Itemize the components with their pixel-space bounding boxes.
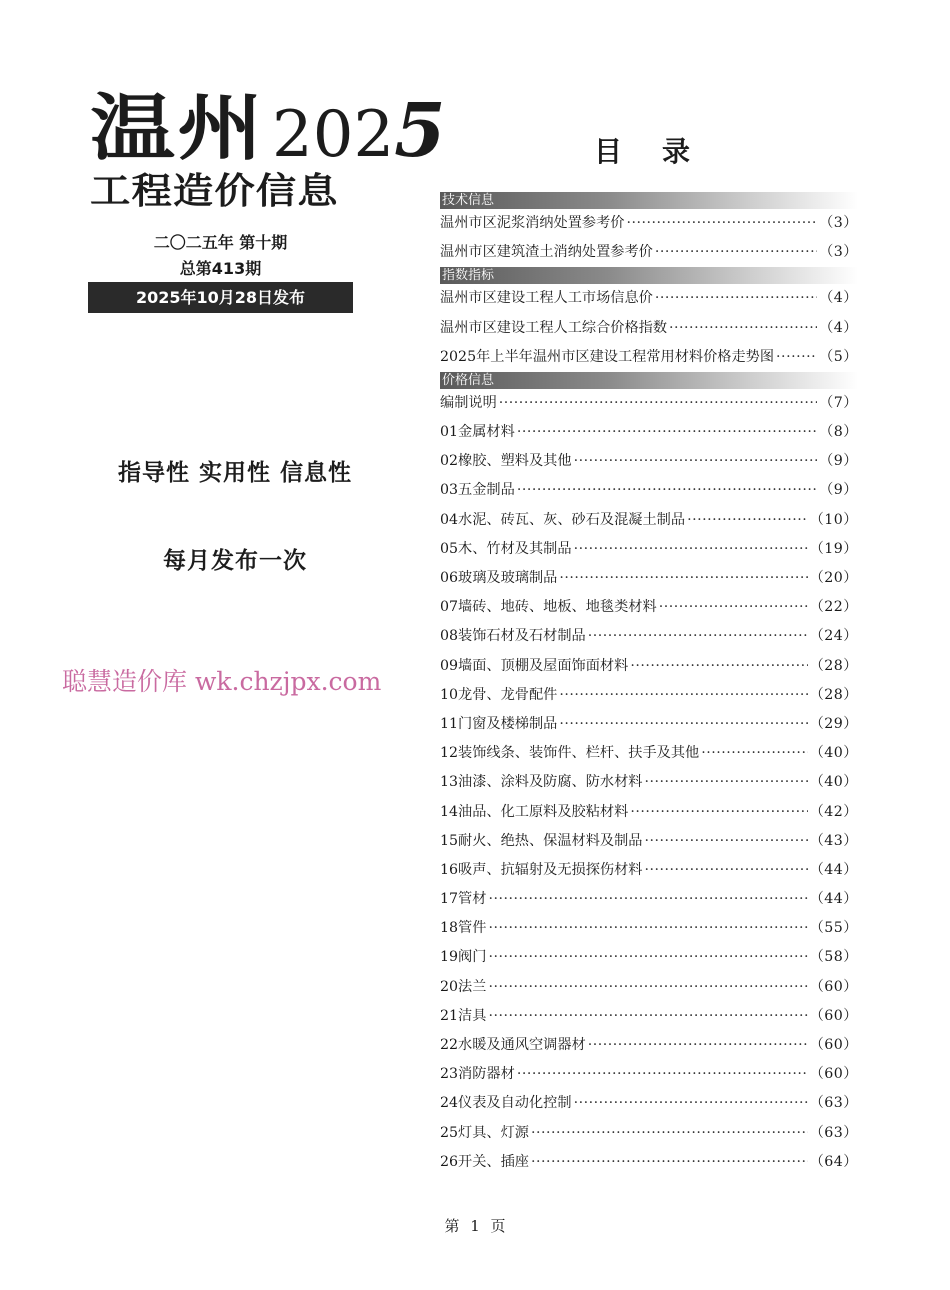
toc-leader-dots: [488, 1002, 807, 1031]
toc-entry-title: 20法兰: [440, 978, 487, 995]
toc-title: 目录: [594, 135, 731, 168]
issue-number: 二〇二五年 第十期: [153, 233, 288, 252]
cover-left-panel: [0, 0, 446, 1290]
toc-leader-dots: [588, 622, 808, 651]
toc-leader-dots: [517, 418, 817, 447]
toc-entry[interactable]: [440, 564, 858, 593]
toc-entry-title: 12装饰线条、装饰件、栏杆、扶手及其他: [440, 745, 700, 762]
publish-date-bar: 2025年10月28日发布: [88, 282, 353, 313]
toc-entry-page: （64）: [809, 1153, 858, 1170]
toc-entry-page: （29）: [809, 715, 858, 732]
toc-entry-title: 21洁具: [440, 1007, 487, 1024]
toc-entry-title: 11门窗及楼梯制品: [440, 715, 558, 732]
toc-entry-title: 2025年上半年温州市区建设工程常用材料价格走势图: [440, 348, 775, 365]
toc-entry-title: 01金属材料: [440, 424, 515, 441]
toc-entry[interactable]: [440, 739, 858, 768]
toc-entry-page: （28）: [809, 686, 858, 703]
toc-entry[interactable]: [440, 535, 858, 564]
toc-leader-dots: [669, 314, 817, 343]
toc-leader-dots: [645, 856, 808, 885]
toc-entry-title: 04水泥、砖瓦、灰、砂石及混凝土制品: [440, 511, 686, 528]
toc-entry[interactable]: [440, 944, 858, 973]
toc-entry-page: （22）: [809, 599, 858, 616]
toc-entry-title: 10龙骨、龙骨配件: [440, 686, 558, 703]
toc-leader-dots: [701, 739, 807, 768]
toc-entry[interactable]: [440, 284, 858, 313]
toc-entry[interactable]: [440, 506, 858, 535]
masthead-subtitle: 工程造价信息: [90, 171, 339, 212]
toc-leader-dots: [655, 238, 817, 267]
toc-entry-title: 17管材: [440, 891, 487, 908]
toc-entry[interactable]: [440, 447, 858, 476]
toc-leader-dots: [559, 681, 807, 710]
toc-entry[interactable]: [440, 973, 858, 1002]
toc-leader-dots: [574, 1089, 808, 1118]
toc-leader-dots: [574, 447, 818, 476]
toc-entry-title: 编制说明: [440, 394, 497, 411]
toc-entry-page: （60）: [809, 1007, 858, 1024]
toc-entry-page: （19）: [809, 540, 858, 557]
toc-entry-page: （20）: [809, 570, 858, 587]
slogan-frequency: 每月发布一次: [163, 548, 307, 574]
toc-entry-page: （60）: [809, 1037, 858, 1054]
toc-leader-dots: [687, 506, 808, 535]
toc-entry-page: （5）: [819, 348, 858, 365]
toc-leader-dots: [531, 1148, 808, 1177]
toc-entry-page: （10）: [809, 511, 858, 528]
toc-entry[interactable]: [440, 389, 858, 418]
page-number: 第 1 页: [444, 1217, 506, 1235]
toc-entry[interactable]: [440, 343, 858, 372]
toc-entry-title: 温州市区建筑渣土消纳处置参考价: [440, 244, 653, 261]
toc-entry-page: （40）: [809, 745, 858, 762]
toc-entry-page: （24）: [809, 628, 858, 645]
toc-leader-dots: [488, 885, 807, 914]
toc-entry-title: 22水暖及通风空调器材: [440, 1037, 586, 1054]
toc-entry[interactable]: [440, 1060, 858, 1089]
toc-entry-page: （3）: [819, 214, 858, 231]
toc-leader-dots: [626, 209, 817, 238]
toc-entry[interactable]: [440, 1148, 858, 1177]
toc-leader-dots: [655, 284, 817, 313]
toc-entry-page: （43）: [809, 832, 858, 849]
toc-entry[interactable]: [440, 768, 858, 797]
toc-entry[interactable]: [440, 314, 858, 343]
toc-leader-dots: [517, 1060, 808, 1089]
toc-entry-title: 13油漆、涂料及防腐、防水材料: [440, 774, 643, 791]
toc-section-header: 技术信息: [440, 192, 858, 209]
issue-total: 总第413期: [179, 259, 262, 278]
toc-entry-page: （44）: [809, 891, 858, 908]
toc-entry-page: （42）: [809, 803, 858, 820]
toc-entry[interactable]: [440, 914, 858, 943]
toc-entry[interactable]: [440, 1002, 858, 1031]
toc-entry-title: 25灯具、灯源: [440, 1124, 529, 1141]
toc-entry[interactable]: [440, 1089, 858, 1118]
masthead-year-last: 5: [394, 88, 446, 174]
toc-entry-page: （58）: [809, 949, 858, 966]
toc-leader-dots: [574, 535, 808, 564]
toc-entry-title: 06玻璃及玻璃制品: [440, 570, 558, 587]
toc-entry[interactable]: [440, 885, 858, 914]
toc-entry[interactable]: [440, 1031, 858, 1060]
toc-entry-page: （8）: [819, 424, 858, 441]
toc-entry[interactable]: [440, 1119, 858, 1148]
toc-entry[interactable]: [440, 710, 858, 739]
masthead-city: 温州: [90, 86, 265, 170]
toc-entry-title: 18管件: [440, 920, 487, 937]
toc-leader-dots: [659, 593, 808, 622]
watermark-text: 聪慧造价库 wk.chzjpx.com: [62, 667, 382, 696]
toc-entry-title: 15耐火、绝热、保温材料及制品: [440, 832, 643, 849]
toc-entry-title: 05木、竹材及其制品: [440, 540, 572, 557]
table-of-contents: [440, 192, 858, 1177]
toc-entry-page: （55）: [809, 920, 858, 937]
toc-entry-title: 03五金制品: [440, 482, 515, 499]
toc-entry[interactable]: [440, 238, 858, 267]
toc-leader-dots: [776, 343, 817, 372]
toc-entry-title: 09墙面、顶棚及屋面饰面材料: [440, 657, 629, 674]
toc-leader-dots: [488, 944, 807, 973]
toc-entry-title: 温州市区泥浆消纳处置参考价: [440, 214, 625, 231]
toc-leader-dots: [559, 710, 807, 739]
toc-entry-page: （60）: [809, 1066, 858, 1083]
toc-entry-page: （44）: [809, 861, 858, 878]
toc-entry-title: 07墙砖、地砖、地板、地毯类材料: [440, 599, 657, 616]
masthead-year: [272, 88, 446, 174]
toc-entry[interactable]: [440, 798, 858, 827]
toc-entry-page: （40）: [809, 774, 858, 791]
toc-entry[interactable]: [440, 593, 858, 622]
toc-section-header: 价格信息: [440, 372, 858, 389]
toc-leader-dots: [630, 798, 807, 827]
toc-entry[interactable]: [440, 209, 858, 238]
toc-leader-dots: [630, 652, 807, 681]
toc-section-header: 指数指标: [440, 267, 858, 284]
toc-entry-title: 19阀门: [440, 949, 487, 966]
toc-leader-dots: [588, 1031, 808, 1060]
toc-entry-page: （4）: [819, 290, 858, 307]
slogan-qualities: 指导性 实用性 信息性: [117, 460, 352, 486]
toc-entry-page: （9）: [819, 453, 858, 470]
toc-entry-page: （3）: [819, 244, 858, 261]
toc-leader-dots: [488, 914, 807, 943]
toc-entry-title: 26开关、插座: [440, 1153, 529, 1170]
toc-entry[interactable]: [440, 681, 858, 710]
toc-entry-title: 16吸声、抗辐射及无损探伤材料: [440, 861, 643, 878]
toc-entry-title: 02橡胶、塑料及其他: [440, 453, 572, 470]
toc-entry-title: 温州市区建设工程人工综合价格指数: [440, 319, 668, 336]
toc-leader-dots: [517, 477, 817, 506]
toc-leader-dots: [559, 564, 807, 593]
toc-entry-title: 14油品、化工原料及胶粘材料: [440, 803, 629, 820]
toc-entry-page: （9）: [819, 482, 858, 499]
toc-entry[interactable]: [440, 418, 858, 447]
toc-entry-page: （4）: [819, 319, 858, 336]
toc-entry[interactable]: [440, 856, 858, 885]
toc-leader-dots: [488, 973, 807, 1002]
toc-entry-title: 08装饰石材及石材制品: [440, 628, 586, 645]
toc-entry[interactable]: [440, 827, 858, 856]
toc-leader-dots: [645, 768, 808, 797]
toc-leader-dots: [645, 827, 808, 856]
toc-leader-dots: [499, 389, 817, 418]
toc-entry-title: 23消防器材: [440, 1066, 515, 1083]
toc-entry[interactable]: [440, 652, 858, 681]
toc-entry-page: （7）: [819, 394, 858, 411]
toc-entry-page: （63）: [809, 1124, 858, 1141]
toc-entry-title: 24仪表及自动化控制: [440, 1095, 572, 1112]
toc-entry-page: （60）: [809, 978, 858, 995]
toc-leader-dots: [531, 1119, 808, 1148]
masthead-year-prefix: 202: [272, 98, 395, 172]
toc-entry[interactable]: [440, 477, 858, 506]
toc-entry-page: （28）: [809, 657, 858, 674]
toc-entry[interactable]: [440, 622, 858, 651]
toc-entry-title: 温州市区建设工程人工市场信息价: [440, 290, 653, 307]
toc-entry-page: （63）: [809, 1095, 858, 1112]
